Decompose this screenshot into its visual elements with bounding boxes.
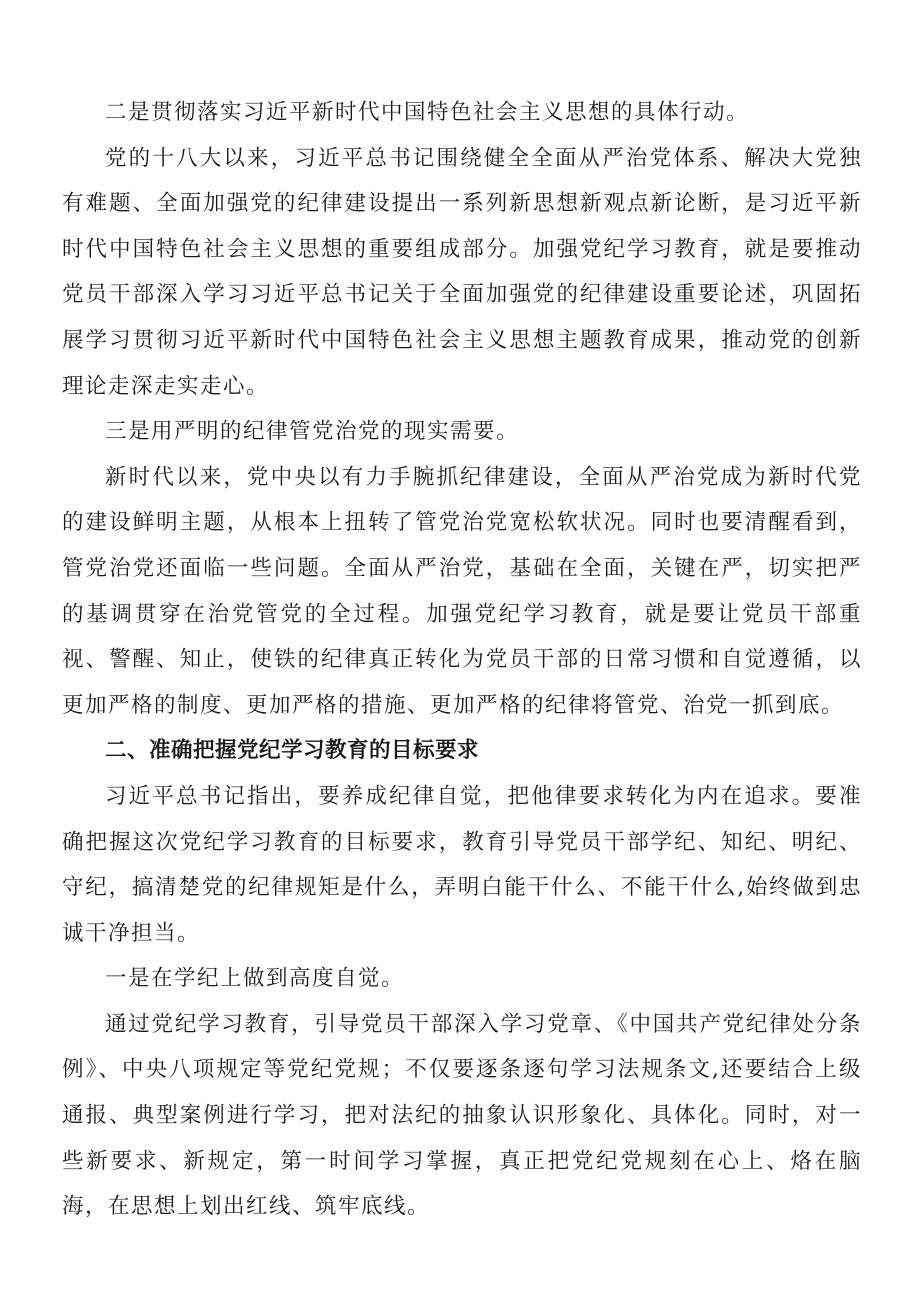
- section-heading-goals: 二、准确把握党纪学习教育的目标要求: [105, 738, 480, 764]
- paragraph-third-point: 三是用严明的纪律管党治党的现实需要。: [105, 419, 520, 445]
- document-body: [62, 90, 862, 1230]
- paragraph-new-era: 新时代以来，党中央以有力手腕抓纪律建设，全面从严治党成为新时代党的建设鲜明主题，从根本上扭转了管党治党宽松软状况。同时也要清醒看到，管党治党还面临一些问题。全面从严治党，基础在全面，关键在严，切实把严的基调贯穿在治党管党的全过程。加强党纪学习教育，就是要让党员干部重视、警醒、知止，使铁的纪律真正转化为党员干部的日常习惯和自觉遵循，以更加严格的制度、更加严格的措施、更加严格的纪律将管党、治党一抓到底。: [62, 464, 862, 718]
- paragraph-discipline-theory: 党的十八大以来，习近平总书记围绕健全全面从严治党体系、解决大党独有难题、全面加强党的纪律建设提出一系列新思想新观点新论断，是习近平新时代中国特色社会主义思想的重要组成部分。加强党纪学习教育，就是要推动党员干部深入学习习近平总书记关于全面加强党的纪律建设重要论述，巩固拓展学习贯彻习近平新时代中国特色社会主义思想主题教育成果，推动党的创新理论走深走实走心。: [62, 145, 862, 399]
- paragraph-first-point: 一是在学纪上做到高度自觉。: [105, 966, 405, 992]
- paragraph-second-point: 二是贯彻落实习近平新时代中国特色社会主义思想的具体行动。: [105, 100, 750, 125]
- paragraph-goal-requirements: 习近平总书记指出，要养成纪律自觉，把他律要求转化为内在追求。要准确把握这次党纪学习教育的目标要求，教育引导党员干部学纪、知纪、明纪、守纪，搞清楚党的纪律规矩是什么，弄明白能干什么、不能干什么,始终做到忠诚干净担当。: [62, 783, 862, 946]
- paragraph-study-discipline: 通过党纪学习教育，引导党员干部深入学习党章、《中国共产党纪律处分条例》、中央八项规定等党纪党规；不仅要逐条逐句学习法规条文,还要结合上级通报、典型案例进行学习，把对法纪的抽象认识形象化、具体化。同时，对一些新要求、新规定，第一时间学习掌握，真正把党纪党规刻在心上、烙在脑海，在思想上划出红线、筑牢底线。: [62, 1011, 862, 1220]
